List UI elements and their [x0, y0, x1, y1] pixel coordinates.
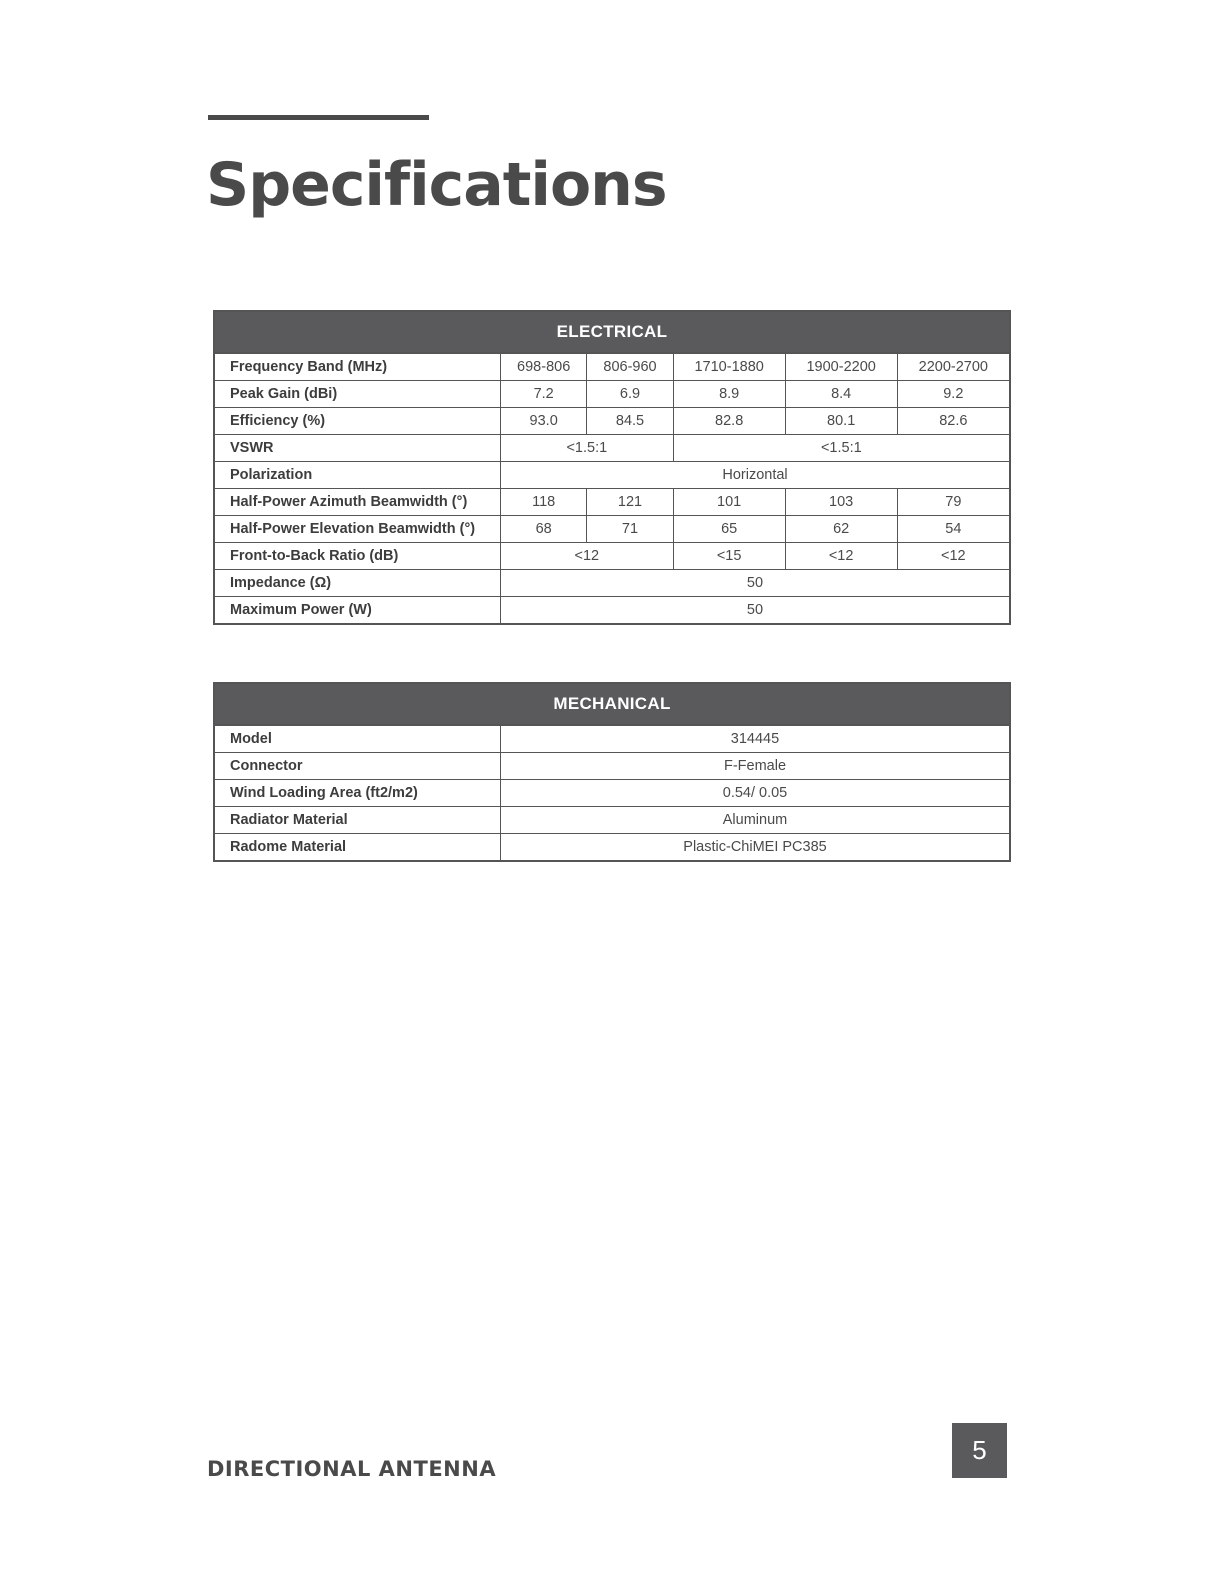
row-label: Maximum Power (W) [214, 597, 501, 625]
table-row [214, 489, 1010, 516]
cell: 71 [587, 516, 673, 543]
cell: 2200-2700 [897, 353, 1010, 381]
cell: <1.5:1 [673, 435, 1010, 462]
cell: 84.5 [587, 408, 673, 435]
footer-label: DIRECTIONAL ANTENNA [207, 1457, 497, 1481]
cell: 1900-2200 [785, 353, 897, 381]
table-row [214, 381, 1010, 408]
cell: <1.5:1 [501, 435, 674, 462]
cell: 8.4 [785, 381, 897, 408]
table-row [214, 807, 1010, 834]
cell: Horizontal [501, 462, 1011, 489]
cell: <15 [673, 543, 785, 570]
cell: 79 [897, 489, 1010, 516]
cell: <12 [897, 543, 1010, 570]
cell: 50 [501, 570, 1011, 597]
row-label: VSWR [214, 435, 501, 462]
row-label: Model [214, 725, 501, 753]
mechanical-spec-table [213, 682, 1011, 862]
cell: 698-806 [501, 353, 587, 381]
cell: Aluminum [501, 807, 1011, 834]
cell: 82.8 [673, 408, 785, 435]
cell: 9.2 [897, 381, 1010, 408]
cell: 68 [501, 516, 587, 543]
table-header-row [214, 311, 1010, 353]
cell: 314445 [501, 725, 1011, 753]
cell: 7.2 [501, 381, 587, 408]
row-label: Radome Material [214, 834, 501, 862]
table-row [214, 753, 1010, 780]
row-label: Polarization [214, 462, 501, 489]
table-row [214, 725, 1010, 753]
row-label: Half-Power Azimuth Beamwidth (°) [214, 489, 501, 516]
cell: 54 [897, 516, 1010, 543]
electrical-spec-table [213, 310, 1011, 625]
cell: 118 [501, 489, 587, 516]
row-label: Front-to-Back Ratio (dB) [214, 543, 501, 570]
row-label: Wind Loading Area (ft2/m2) [214, 780, 501, 807]
row-label: Connector [214, 753, 501, 780]
row-label: Efficiency (%) [214, 408, 501, 435]
cell: 103 [785, 489, 897, 516]
cell: 93.0 [501, 408, 587, 435]
cell: 80.1 [785, 408, 897, 435]
title-rule [208, 115, 429, 120]
cell: F-Female [501, 753, 1011, 780]
mechanical-heading: MECHANICAL [214, 683, 1010, 725]
cell: 50 [501, 597, 1011, 625]
page-number: 5 [952, 1423, 1007, 1478]
table-row [214, 435, 1010, 462]
cell: <12 [501, 543, 674, 570]
row-label: Impedance (Ω) [214, 570, 501, 597]
table-row [214, 834, 1010, 862]
page-title: Specifications [206, 150, 667, 220]
cell: Plastic-ChiMEI PC385 [501, 834, 1011, 862]
cell: <12 [785, 543, 897, 570]
cell: 1710-1880 [673, 353, 785, 381]
cell: 82.6 [897, 408, 1010, 435]
table-row [214, 597, 1010, 625]
row-label: Peak Gain (dBi) [214, 381, 501, 408]
table-row [214, 408, 1010, 435]
row-label: Half-Power Elevation Beamwidth (°) [214, 516, 501, 543]
row-label: Radiator Material [214, 807, 501, 834]
cell: 6.9 [587, 381, 673, 408]
cell: 121 [587, 489, 673, 516]
table-row [214, 570, 1010, 597]
cell: 806-960 [587, 353, 673, 381]
row-label: Frequency Band (MHz) [214, 353, 501, 381]
cell: 101 [673, 489, 785, 516]
table-row [214, 462, 1010, 489]
table-row [214, 543, 1010, 570]
table-row [214, 353, 1010, 381]
cell: 8.9 [673, 381, 785, 408]
cell: 0.54/ 0.05 [501, 780, 1011, 807]
table-header-row [214, 683, 1010, 725]
electrical-heading: ELECTRICAL [214, 311, 1010, 353]
cell: 65 [673, 516, 785, 543]
table-row [214, 780, 1010, 807]
cell: 62 [785, 516, 897, 543]
table-row [214, 516, 1010, 543]
